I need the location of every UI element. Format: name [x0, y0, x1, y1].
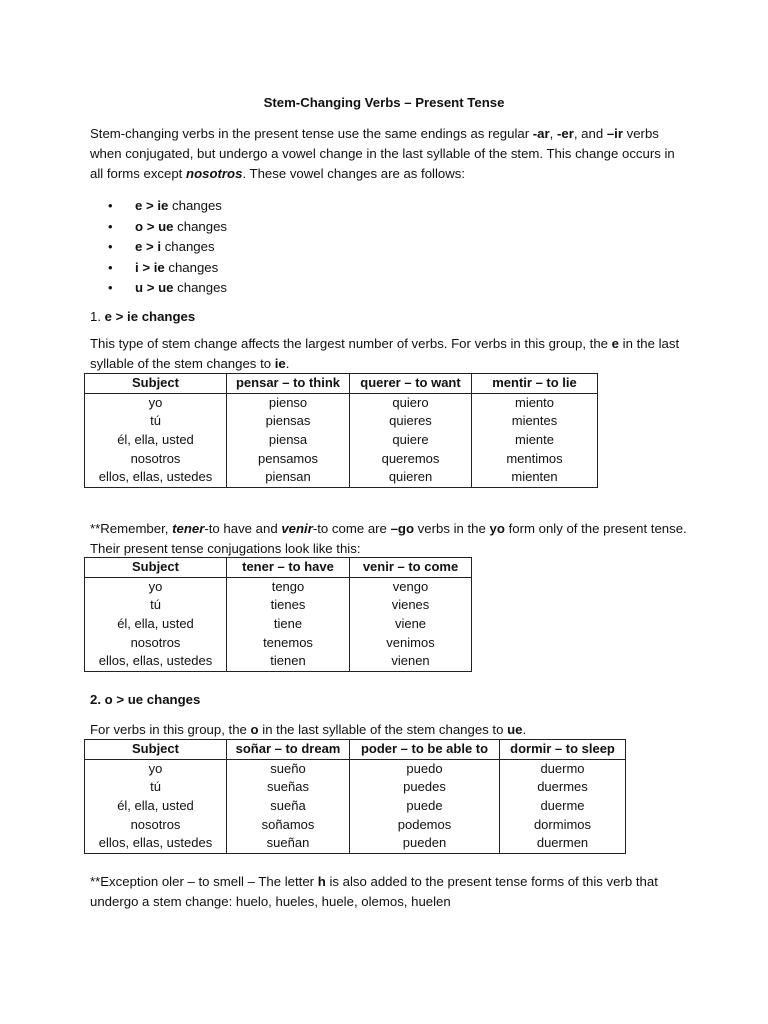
table-cell: quieres [350, 412, 472, 431]
table-row [85, 393, 598, 412]
tener-emphasis: tener [172, 521, 205, 536]
table-cell: nosotros [85, 633, 227, 652]
list-item-bold: e > ie [135, 198, 169, 213]
table-cell: puedes [350, 778, 500, 797]
table-cell: puede [350, 797, 500, 816]
exception-note [90, 872, 690, 912]
list-item-bold: u > ue [135, 280, 174, 295]
table-cell: piensas [227, 412, 350, 431]
list-item-bold: o > ue [135, 218, 174, 234]
header-cell: mentir – to lie [472, 374, 598, 394]
table-cell: nosotros [85, 815, 227, 834]
ending-ir: –ir [606, 126, 623, 141]
desc-bold: e [611, 336, 619, 351]
header-cell: querer – to want [350, 374, 472, 394]
remember-note [90, 519, 690, 559]
table-cell: vienes [350, 596, 472, 615]
nosotros-emphasis: nosotros [186, 166, 243, 181]
desc-text: This type of stem change affects the largest number of verbs. For verbs in this group, the [90, 336, 612, 351]
venir-emphasis: venir [281, 521, 313, 536]
intro-text: . These vowel changes are as follows: [242, 166, 466, 181]
table-cell: tengo [227, 577, 350, 596]
desc-text: . [285, 356, 290, 371]
header-cell: pensar – to think [227, 374, 350, 394]
desc-text: . [522, 722, 527, 737]
table-cell: yo [85, 759, 227, 778]
table-cell: sueño [227, 759, 350, 778]
table-cell: él, ella, usted [85, 431, 227, 450]
desc-bold: o [250, 722, 259, 737]
table-cell: vienen [350, 652, 472, 671]
desc-bold: ue [507, 722, 523, 737]
section-heading-text: e > ie changes [104, 309, 196, 324]
intro-paragraph [90, 124, 690, 184]
intro-text: , [549, 126, 557, 141]
table-row [85, 633, 472, 652]
list-item [108, 217, 227, 238]
note-text: verbs in the [414, 521, 490, 536]
table-cell: miente [472, 431, 598, 450]
table-row [85, 759, 626, 778]
table-row [85, 596, 472, 615]
table-header-row [85, 740, 626, 760]
table-cell: ellos, ellas, ustedes [85, 468, 227, 487]
note-text: -to come are [312, 521, 391, 536]
table-row [85, 431, 598, 450]
table-cell: tienen [227, 652, 350, 671]
table-cell: quieren [350, 468, 472, 487]
table-cell: viene [350, 615, 472, 634]
go-emphasis: –go [390, 521, 415, 536]
table-cell: pueden [350, 834, 500, 853]
table-header-row [85, 374, 598, 394]
table-cell: piensa [227, 431, 350, 450]
table-cell: duermo [500, 759, 626, 778]
list-item [108, 258, 227, 279]
header-cell: poder – to be able to [350, 740, 500, 760]
header-cell: Subject [85, 740, 227, 760]
section2-heading: 2. o > ue changes [90, 692, 201, 707]
yo-emphasis: yo [489, 521, 505, 536]
desc-text: in the last syllable of the stem changes to [90, 336, 680, 371]
intro-text: Stem-changing verbs in the present tense use the same endings as regular [90, 126, 533, 141]
vowel-change-list [108, 196, 227, 299]
page-title: Stem-Changing Verbs – Present Tense [263, 95, 505, 110]
note-text: -to have and [204, 521, 282, 536]
list-item-text: changes [173, 280, 228, 295]
table-cell: ellos, ellas, ustedes [85, 834, 227, 853]
table-cell: tenemos [227, 633, 350, 652]
table-row [85, 577, 472, 596]
table-cell: mentimos [472, 449, 598, 468]
header-cell: tener – to have [227, 558, 350, 578]
table-row [85, 615, 472, 634]
list-item [108, 196, 227, 217]
list-item-text: changes [164, 259, 219, 275]
section-number: 1. [90, 309, 105, 324]
table-row [85, 449, 598, 468]
header-cell: Subject [85, 374, 227, 394]
table-cell: pensamos [227, 449, 350, 468]
table-row [85, 797, 626, 816]
table-cell: sueñan [227, 834, 350, 853]
list-item-bold: e > i [135, 239, 162, 254]
section1-description [90, 334, 690, 374]
note-text: is also added to the present tense forms of this verb that undergo a stem change: huelo, hueles, huele, olemos, huelen [90, 874, 658, 909]
table-cell: vengo [350, 577, 472, 596]
list-item-text: changes [168, 198, 222, 213]
table-cell: tú [85, 778, 227, 797]
table-header-row [85, 558, 472, 578]
table-row [85, 815, 626, 834]
header-cell: soñar – to dream [227, 740, 350, 760]
table-cell: tú [85, 596, 227, 615]
table-row [85, 412, 598, 431]
intro-text: verbs when conjugated, but undergo a vowel change in the last syllable of the stem. This change occurs in all forms except [90, 126, 675, 181]
table-cell: quiero [350, 393, 472, 412]
table-cell: quiere [350, 431, 472, 450]
table-cell: sueña [227, 797, 350, 816]
o-ue-conjugation-table [84, 739, 626, 854]
list-item [108, 237, 227, 258]
desc-text: in the last syllable of the stem changes to [258, 722, 508, 737]
table-cell: dormimos [500, 815, 626, 834]
table-row [85, 468, 598, 487]
table-cell: pienso [227, 393, 350, 412]
desc-bold: ie [274, 356, 286, 371]
table-cell: miento [472, 393, 598, 412]
table-cell: sueñas [227, 778, 350, 797]
header-cell: venir – to come [350, 558, 472, 578]
table-cell: él, ella, usted [85, 797, 227, 816]
note-text: **Remember, [90, 521, 173, 536]
header-cell: Subject [85, 558, 227, 578]
table-row [85, 652, 472, 671]
list-item [108, 278, 227, 299]
note-text: **Exception oler – to smell – The letter [90, 874, 318, 889]
table-row [85, 778, 626, 797]
list-item-text: changes [173, 218, 228, 234]
table-cell: queremos [350, 449, 472, 468]
table-cell: duermen [500, 834, 626, 853]
table-cell: piensan [227, 468, 350, 487]
table-cell: nosotros [85, 449, 227, 468]
table-cell: tienes [227, 596, 350, 615]
section1-heading [90, 307, 690, 327]
table-cell: venimos [350, 633, 472, 652]
intro-text: , and [573, 126, 607, 141]
table-cell: puedo [350, 759, 500, 778]
table-cell: duerme [500, 797, 626, 816]
table-cell: él, ella, usted [85, 615, 227, 634]
list-item-bold: i > ie [135, 259, 165, 275]
h-emphasis: h [317, 874, 326, 889]
ending-er: -er [556, 126, 574, 141]
table-cell: mienten [472, 468, 598, 487]
table-cell: duermes [500, 778, 626, 797]
e-ie-conjugation-table [84, 373, 598, 488]
table-cell: tú [85, 412, 227, 431]
table-cell: yo [85, 577, 227, 596]
table-cell: tiene [227, 615, 350, 634]
table-cell: soñamos [227, 815, 350, 834]
tener-venir-table [84, 557, 472, 672]
note-text: form only of the present tense. Their present tense conjugations look like this: [90, 521, 687, 556]
table-row [85, 834, 626, 853]
header-cell: dormir – to sleep [500, 740, 626, 760]
section2-description [90, 720, 690, 740]
list-item-text: changes [161, 239, 215, 254]
table-cell: podemos [350, 815, 500, 834]
table-cell: yo [85, 393, 227, 412]
ending-ar: -ar [532, 126, 550, 141]
desc-text: For verbs in this group, the [90, 722, 251, 737]
table-cell: ellos, ellas, ustedes [85, 652, 227, 671]
table-cell: mientes [472, 412, 598, 431]
